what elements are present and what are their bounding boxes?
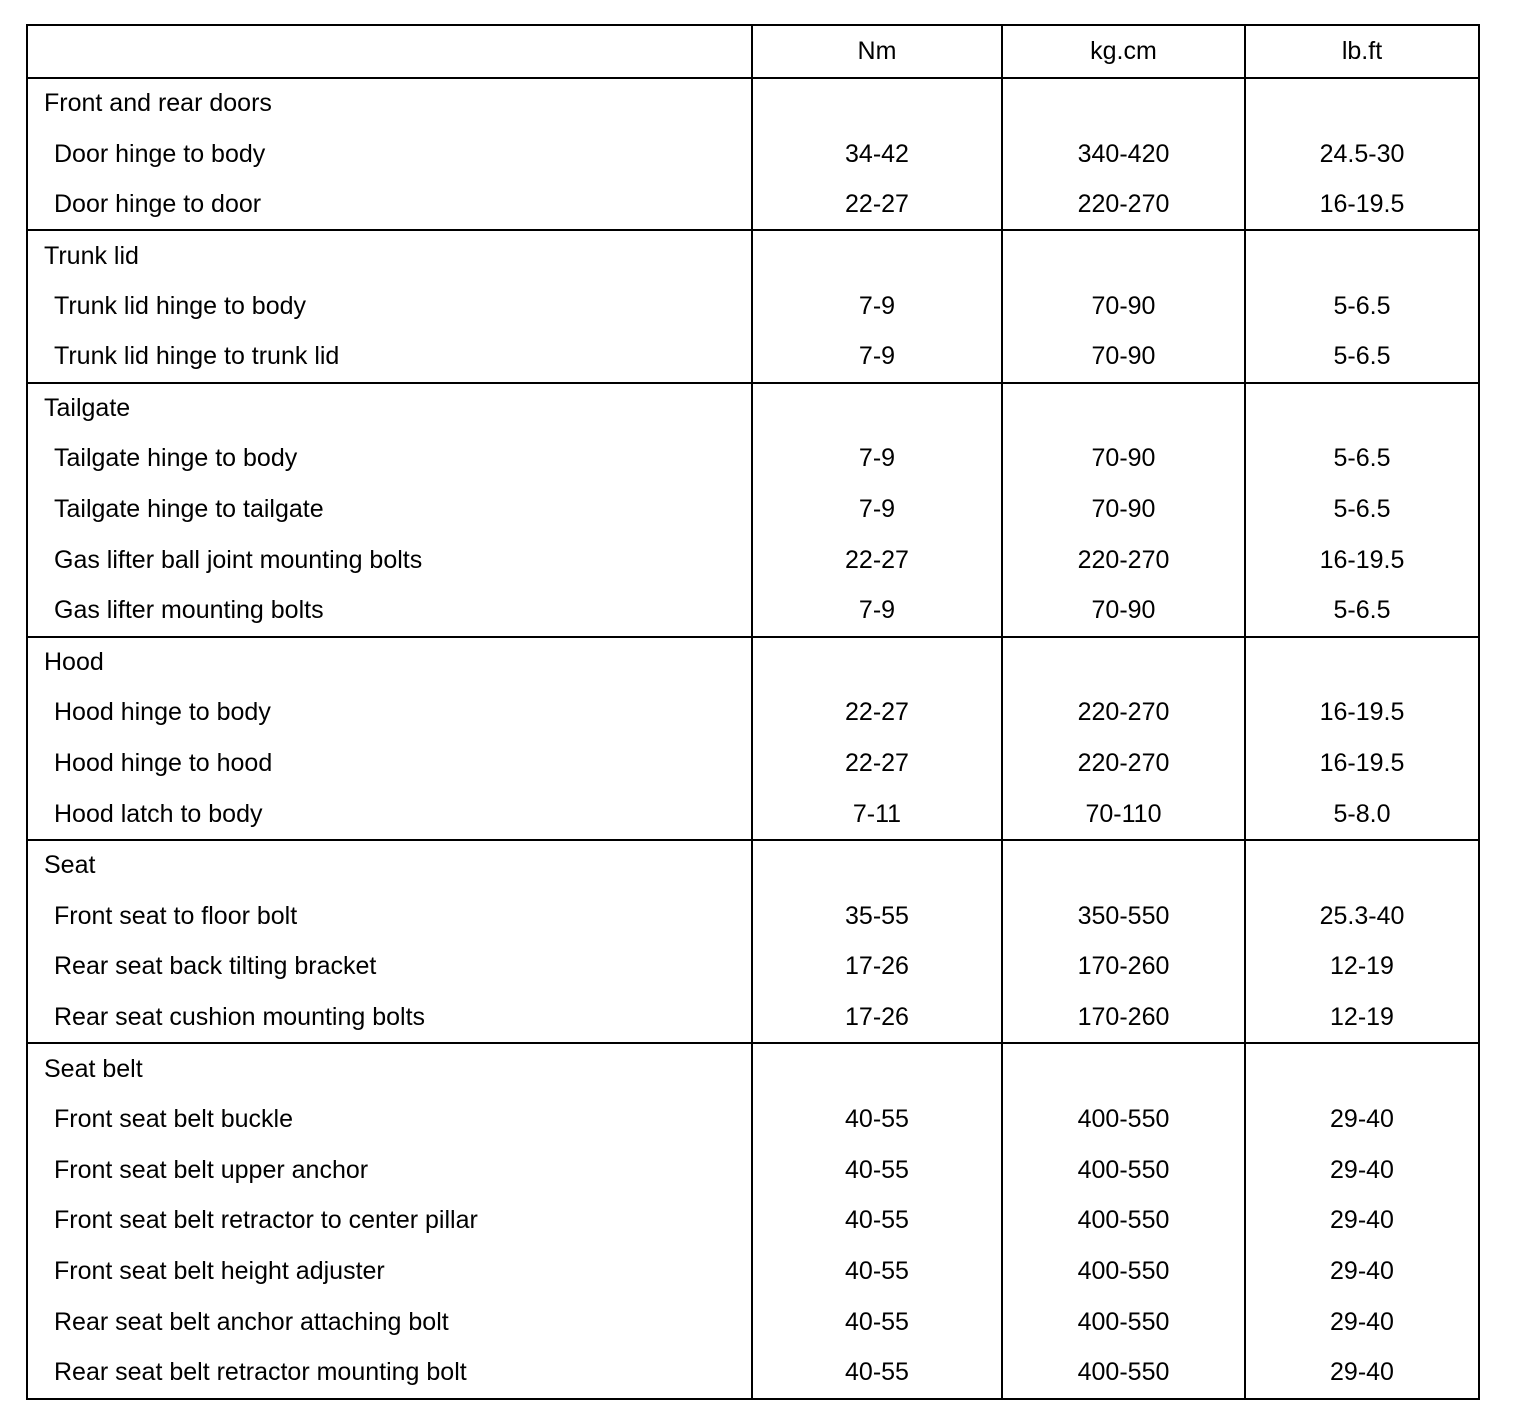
item-label: Hood latch to body: [27, 789, 752, 840]
item-label: Rear seat belt anchor attaching bolt: [27, 1297, 752, 1348]
item-label: Trunk lid hinge to trunk lid: [27, 332, 752, 383]
table-row: [27, 891, 1479, 942]
empty-cell: [1002, 637, 1245, 688]
empty-cell: [752, 637, 1002, 688]
value-kgcm: 220-270: [1002, 688, 1245, 739]
value-nm: 7-9: [752, 586, 1002, 637]
item-label: Tailgate hinge to body: [27, 434, 752, 485]
table-row: [27, 738, 1479, 789]
value-kgcm: 70-90: [1002, 484, 1245, 535]
item-label: Front seat belt retractor to center pillar: [27, 1196, 752, 1247]
value-lbft: 29-40: [1245, 1094, 1479, 1145]
item-label: Rear seat belt retractor mounting bolt: [27, 1348, 752, 1399]
value-nm: 34-42: [752, 129, 1002, 180]
empty-cell: [752, 383, 1002, 434]
value-nm: 22-27: [752, 688, 1002, 739]
value-lbft: 12-19: [1245, 942, 1479, 993]
header-lbft: lb.ft: [1245, 25, 1479, 78]
value-kgcm: 70-90: [1002, 434, 1245, 485]
header-row: [27, 25, 1479, 78]
empty-cell: [1245, 230, 1479, 281]
value-lbft: 29-40: [1245, 1196, 1479, 1247]
item-label: Rear seat back tilting bracket: [27, 942, 752, 993]
table-row: [27, 1246, 1479, 1297]
value-lbft: 16-19.5: [1245, 738, 1479, 789]
value-nm: 22-27: [752, 180, 1002, 231]
value-nm: 22-27: [752, 535, 1002, 586]
section-title: Hood: [27, 637, 752, 688]
value-nm: 22-27: [752, 738, 1002, 789]
value-nm: 17-26: [752, 942, 1002, 993]
value-lbft: 29-40: [1245, 1246, 1479, 1297]
item-label: Door hinge to door: [27, 180, 752, 231]
empty-cell: [1245, 78, 1479, 129]
item-label: Front seat to floor bolt: [27, 891, 752, 942]
empty-cell: [1002, 230, 1245, 281]
table-row: [27, 586, 1479, 637]
value-nm: 7-9: [752, 484, 1002, 535]
table-row: [27, 281, 1479, 332]
table-row: [27, 992, 1479, 1043]
table-row: [27, 484, 1479, 535]
table-row: [27, 1297, 1479, 1348]
value-nm: 7-9: [752, 281, 1002, 332]
table-row: [27, 1094, 1479, 1145]
value-kgcm: 70-90: [1002, 332, 1245, 383]
value-nm: 40-55: [752, 1297, 1002, 1348]
table-row: [27, 535, 1479, 586]
value-kgcm: 400-550: [1002, 1348, 1245, 1399]
section-title: Seat: [27, 840, 752, 891]
value-lbft: 16-19.5: [1245, 535, 1479, 586]
value-kgcm: 400-550: [1002, 1196, 1245, 1247]
value-nm: 40-55: [752, 1348, 1002, 1399]
value-lbft: 5-6.5: [1245, 434, 1479, 485]
item-label: Front seat belt upper anchor: [27, 1145, 752, 1196]
value-lbft: 12-19: [1245, 992, 1479, 1043]
section-title: Trunk lid: [27, 230, 752, 281]
section-header-row: [27, 383, 1479, 434]
empty-cell: [1002, 840, 1245, 891]
value-nm: 40-55: [752, 1196, 1002, 1247]
value-kgcm: 400-550: [1002, 1145, 1245, 1196]
empty-cell: [1245, 840, 1479, 891]
value-kgcm: 220-270: [1002, 738, 1245, 789]
value-nm: 35-55: [752, 891, 1002, 942]
section-title: Seat belt: [27, 1043, 752, 1094]
empty-cell: [752, 1043, 1002, 1094]
value-nm: 17-26: [752, 992, 1002, 1043]
empty-cell: [752, 840, 1002, 891]
value-lbft: 29-40: [1245, 1145, 1479, 1196]
value-kgcm: 70-90: [1002, 586, 1245, 637]
section-header-row: [27, 230, 1479, 281]
empty-cell: [1245, 637, 1479, 688]
value-nm: 7-9: [752, 434, 1002, 485]
table-row: [27, 789, 1479, 840]
header-nm: Nm: [752, 25, 1002, 78]
value-kgcm: 70-110: [1002, 789, 1245, 840]
value-lbft: 24.5-30: [1245, 129, 1479, 180]
item-label: Front seat belt height adjuster: [27, 1246, 752, 1297]
value-lbft: 5-8.0: [1245, 789, 1479, 840]
item-label: Gas lifter mounting bolts: [27, 586, 752, 637]
item-label: Trunk lid hinge to body: [27, 281, 752, 332]
value-kgcm: 400-550: [1002, 1246, 1245, 1297]
table-row: [27, 129, 1479, 180]
value-lbft: 16-19.5: [1245, 688, 1479, 739]
value-lbft: 29-40: [1245, 1348, 1479, 1399]
value-lbft: 5-6.5: [1245, 484, 1479, 535]
value-nm: 7-11: [752, 789, 1002, 840]
value-kgcm: 220-270: [1002, 535, 1245, 586]
table-row: [27, 942, 1479, 993]
table-row: [27, 434, 1479, 485]
value-kgcm: 70-90: [1002, 281, 1245, 332]
header-kgcm: kg.cm: [1002, 25, 1245, 78]
value-kgcm: 400-550: [1002, 1297, 1245, 1348]
empty-cell: [1245, 383, 1479, 434]
empty-cell: [752, 78, 1002, 129]
value-lbft: 5-6.5: [1245, 586, 1479, 637]
table-row: [27, 1145, 1479, 1196]
table-row: [27, 1348, 1479, 1399]
value-kgcm: 400-550: [1002, 1094, 1245, 1145]
value-lbft: 5-6.5: [1245, 332, 1479, 383]
item-label: Gas lifter ball joint mounting bolts: [27, 535, 752, 586]
value-nm: 40-55: [752, 1145, 1002, 1196]
value-lbft: 25.3-40: [1245, 891, 1479, 942]
empty-cell: [1002, 78, 1245, 129]
value-nm: 40-55: [752, 1246, 1002, 1297]
value-kgcm: 170-260: [1002, 992, 1245, 1043]
table-row: [27, 1196, 1479, 1247]
item-label: Hood hinge to body: [27, 688, 752, 739]
table-row: [27, 180, 1479, 231]
value-lbft: 5-6.5: [1245, 281, 1479, 332]
section-header-row: [27, 1043, 1479, 1094]
section-title: Tailgate: [27, 383, 752, 434]
header-item-cell: [27, 25, 752, 78]
item-label: Tailgate hinge to tailgate: [27, 484, 752, 535]
section-header-row: [27, 637, 1479, 688]
table-row: [27, 688, 1479, 739]
item-label: Rear seat cushion mounting bolts: [27, 992, 752, 1043]
section-header-row: [27, 78, 1479, 129]
section-title: Front and rear doors: [27, 78, 752, 129]
value-nm: 40-55: [752, 1094, 1002, 1145]
section-header-row: [27, 840, 1479, 891]
value-lbft: 16-19.5: [1245, 180, 1479, 231]
value-lbft: 29-40: [1245, 1297, 1479, 1348]
value-kgcm: 220-270: [1002, 180, 1245, 231]
empty-cell: [1002, 383, 1245, 434]
item-label: Front seat belt buckle: [27, 1094, 752, 1145]
value-kgcm: 340-420: [1002, 129, 1245, 180]
value-nm: 7-9: [752, 332, 1002, 383]
item-label: Door hinge to body: [27, 129, 752, 180]
value-kgcm: 170-260: [1002, 942, 1245, 993]
empty-cell: [1245, 1043, 1479, 1094]
torque-spec-table: [26, 24, 1480, 1400]
empty-cell: [752, 230, 1002, 281]
empty-cell: [1002, 1043, 1245, 1094]
table-body: [27, 78, 1479, 1399]
item-label: Hood hinge to hood: [27, 738, 752, 789]
table-row: [27, 332, 1479, 383]
value-kgcm: 350-550: [1002, 891, 1245, 942]
